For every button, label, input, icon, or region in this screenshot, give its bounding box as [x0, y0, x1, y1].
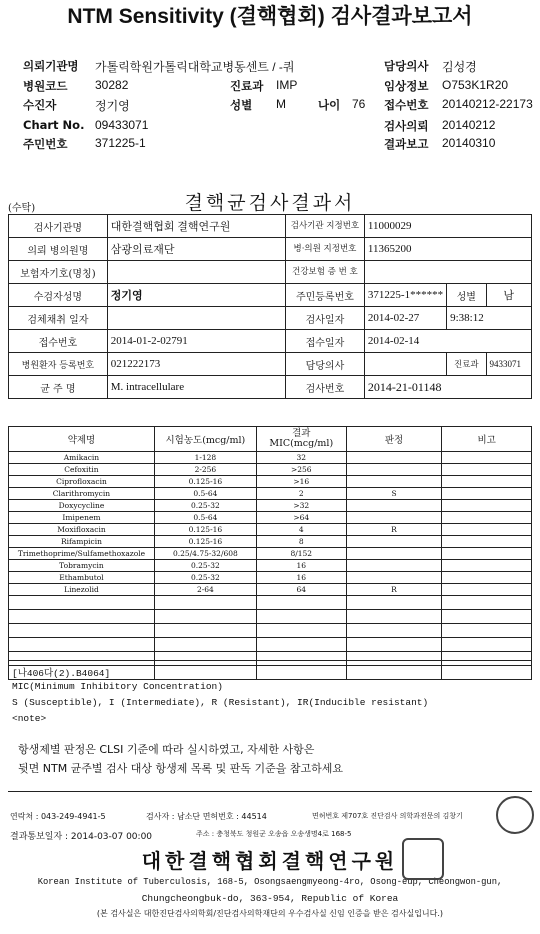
cell-mic: 64	[256, 584, 346, 596]
value-test-no: 2014-21-01148	[364, 376, 531, 399]
value-doctor-form	[364, 353, 446, 376]
cell-conc: 2-64	[154, 584, 256, 596]
footer-examiner: 검사자 : 남소단 면허번호 : 44514	[146, 812, 267, 821]
institute-seal	[402, 838, 444, 880]
footer-report-date: 결과통보일자 : 2014-03-07 00:00	[10, 832, 153, 842]
label-clinical-info: 임상정보	[384, 79, 429, 93]
table-row	[9, 584, 532, 596]
cell-drug: Linezolid	[9, 584, 155, 596]
cell-mic: 32	[256, 452, 346, 464]
value-registration-no: 021222173	[107, 353, 285, 376]
cell-conc: 0.25-32	[154, 500, 256, 512]
value-patient: 정기영	[95, 99, 130, 113]
cell-empty	[154, 610, 256, 624]
cell-judge	[346, 572, 442, 584]
cell-judge	[346, 548, 442, 560]
cell-judge	[346, 500, 442, 512]
value-clinical-info: O753K1R20	[442, 78, 509, 92]
cell-remark	[442, 572, 532, 584]
table-row	[9, 500, 532, 512]
cell-mic: >16	[256, 476, 346, 488]
cell-judge	[346, 452, 442, 464]
cell-judge	[346, 536, 442, 548]
label-age: 나이	[318, 98, 341, 112]
col-interpretation: 판정	[346, 427, 442, 452]
value-doctor: 김성경	[442, 60, 477, 74]
col-mic: 결과 MIC(mcg/ml)	[256, 427, 346, 452]
cell-empty	[256, 610, 346, 624]
footer-contact: 연락처 : 043-249-4941-5	[10, 812, 106, 821]
label-rrn: 주민번호	[23, 137, 68, 151]
cell-empty	[256, 638, 346, 652]
cell-mic: 2	[256, 488, 346, 500]
value-requesting-agency: 가톨릭학원가톨릭대학교병동센트 / -쿼	[95, 60, 295, 74]
cell-drug: Moxifloxacin	[9, 524, 155, 536]
cell-remark	[442, 512, 532, 524]
cell-empty	[346, 638, 442, 652]
cell-remark	[442, 500, 532, 512]
value-test-agency: 대한결핵협회 결핵연구원	[107, 215, 285, 238]
value-test-time: 9:38:12	[447, 307, 532, 330]
value-test-date: 2014-02-27	[364, 307, 446, 330]
cell-drug: Trimethoprime/Sulfamethoxazole	[9, 548, 155, 560]
label-agency-no: 검사기관 지정번호	[285, 215, 364, 238]
cell-remark	[442, 476, 532, 488]
note-line-1: 항생제별 판정은 CLSI 기준에 따라 실시하였고, 자세한 사항은	[18, 743, 315, 756]
cell-judge: R	[346, 524, 442, 536]
label-receipt-no: 접수번호	[384, 98, 429, 112]
cell-drug: Doxycycline	[9, 500, 155, 512]
cell-judge	[346, 560, 442, 572]
cell-empty	[442, 610, 532, 624]
certification-note: (본 검사실은 대한진단검사의학회/진단검사의학재단의 우수검사실 신임 인증을 받은 검사실입니다.)	[96, 909, 444, 918]
cell-judge	[346, 512, 442, 524]
table-row-blank	[9, 610, 532, 624]
cell-empty	[256, 596, 346, 610]
cell-remark	[442, 464, 532, 476]
col-remark: 비고	[442, 427, 532, 452]
note-tag: <note>	[12, 713, 47, 724]
cell-empty	[9, 624, 155, 638]
consign-tag: (수탁)	[8, 203, 36, 214]
label-test-no: 검사번호	[285, 376, 364, 399]
cell-mic: >256	[256, 464, 346, 476]
label-hospital-code: 병원코드	[23, 79, 68, 93]
cell-drug: Rifampicin	[9, 536, 155, 548]
label-insurance-no: 건강보험 증 번 호	[285, 261, 364, 284]
value-receipt-date: 2014-02-14	[364, 330, 531, 353]
label-department: 진료과	[230, 79, 264, 93]
cell-conc: 0.25-32	[154, 572, 256, 584]
label-doctor: 담당의사	[384, 59, 429, 73]
table-row-blank	[9, 624, 532, 638]
cell-judge	[346, 476, 442, 488]
cell-drug: Ethambutol	[9, 572, 155, 584]
institute-address-line-2: Chungcheongbuk-do, 363-954, Republic of Korea	[141, 893, 399, 904]
note-legend: S (Susceptible), I (Intermediate), R (Resistant), IR(Inducible resistant)	[12, 697, 429, 708]
cell-empty	[442, 596, 532, 610]
cell-drug: Tobramycin	[9, 560, 155, 572]
cell-empty	[442, 624, 532, 638]
cell-remark	[442, 524, 532, 536]
institute-address-line-1: Korean Institute of Tuberculosis, 168-5, Osongsaengmyeong-4ro, Osong-eup, Cheongwon-gun,	[37, 877, 503, 887]
cell-conc: 0.125-16	[154, 536, 256, 548]
label-request-date: 검사의뢰	[384, 119, 429, 133]
table-row	[9, 452, 532, 464]
label-rrn-form: 주민등록번호	[285, 284, 364, 307]
col-concentration: 시험농도(mcg/ml)	[154, 427, 256, 452]
cell-remark	[442, 548, 532, 560]
value-collection-date	[107, 307, 285, 330]
cell-empty	[154, 596, 256, 610]
cell-judge: R	[346, 584, 442, 596]
label-doctor-form: 담당의사	[285, 353, 364, 376]
label-sex: 성별	[230, 98, 253, 112]
cell-conc: 0.5-64	[154, 512, 256, 524]
value-rrn-form: 371225-1******	[364, 284, 446, 307]
value-hospital-code: 30282	[95, 78, 129, 92]
cell-remark	[442, 488, 532, 500]
note-mic-definition: MIC(Minimum Inhibitory Concentration)	[12, 681, 223, 692]
cell-mic: 4	[256, 524, 346, 536]
table-row	[9, 464, 532, 476]
note-line-2: 뒷면 NTM 균주별 검사 대상 항생제 목록 및 판독 기준을 참고하세요	[18, 762, 344, 775]
cell-mic: 8	[256, 536, 346, 548]
value-report-date: 20140310	[442, 136, 496, 150]
cell-conc: 2-256	[154, 464, 256, 476]
value-chart-no: 09433071	[95, 118, 149, 132]
cell-remark	[442, 536, 532, 548]
value-insurer	[107, 261, 285, 284]
label-strain: 균 주 명	[9, 376, 108, 399]
cell-empty	[9, 596, 155, 610]
label-report-date: 결과보고	[384, 137, 429, 151]
label-receipt-no-form: 접수번호	[9, 330, 108, 353]
table-row-blank	[9, 596, 532, 610]
value-agency-no: 11000029	[364, 215, 531, 238]
value-rrn: 371225-1	[95, 136, 146, 150]
col-drug: 약제명	[9, 427, 155, 452]
cell-empty	[442, 638, 532, 652]
cell-conc: 0.125-16	[154, 524, 256, 536]
seal-stamp	[496, 796, 534, 834]
report-title: NTM Sensitivity (결핵협회) 검사결과보고서	[67, 5, 473, 28]
cell-drug: Cefoxitin	[9, 464, 155, 476]
cell-empty	[346, 596, 442, 610]
value-insurance-no	[364, 261, 531, 284]
cell-conc: 0.25/4.75-32/608	[154, 548, 256, 560]
cell-mic: >32	[256, 500, 346, 512]
cell-empty	[346, 610, 442, 624]
label-insurer: 보험자기호(명칭)	[9, 261, 108, 284]
cell-judge	[346, 464, 442, 476]
label-patient: 수진자	[23, 98, 57, 112]
cell-empty	[9, 638, 155, 652]
cell-empty	[256, 624, 346, 638]
note-code: [나406다(2).B4064]	[12, 668, 111, 679]
value-receipt-no-form: 2014-01-2-02791	[107, 330, 285, 353]
footer-pathologist: 면허번호 제707호 진단검사 의학과전문의 김창기	[312, 812, 463, 820]
table-row	[9, 512, 532, 524]
institute-name: 대한결핵협회결핵연구원	[141, 849, 399, 873]
cell-judge: S	[346, 488, 442, 500]
label-requesting-hospital: 의뢰 병의원명	[9, 238, 108, 261]
cell-mic: 16	[256, 560, 346, 572]
info-table	[8, 214, 532, 399]
cell-drug: Imipenem	[9, 512, 155, 524]
value-age: 76	[352, 97, 366, 111]
cell-mic: >64	[256, 512, 346, 524]
cell-mic: 16	[256, 572, 346, 584]
cell-remark	[442, 452, 532, 464]
cell-conc: 0.5-64	[154, 488, 256, 500]
table-row	[9, 524, 532, 536]
value-dept-form: 9433071	[486, 353, 532, 376]
table-row	[9, 476, 532, 488]
table-row	[9, 536, 532, 548]
label-hospital-no: 병·의원 지정번호	[285, 238, 364, 261]
footer-address: 주소 : 충청북도 청원군 오송읍 오송생명4로 168-5	[196, 830, 352, 838]
value-strain: M. intracellulare	[107, 376, 285, 399]
label-test-agency: 검사기관명	[9, 215, 108, 238]
cell-conc: 0.125-16	[154, 476, 256, 488]
cell-empty	[154, 624, 256, 638]
cell-empty	[9, 610, 155, 624]
notes-section	[8, 660, 532, 792]
label-chart-no: Chart No.	[23, 118, 85, 132]
cell-conc: 0.25-32	[154, 560, 256, 572]
susceptibility-table	[8, 426, 532, 680]
value-department: IMP	[276, 78, 298, 92]
label-sex-form: 성별	[447, 284, 486, 307]
value-sex-form: 남	[486, 284, 532, 307]
value-hospital-no: 11365200	[364, 238, 531, 261]
label-registration-no: 병원환자 등록번호	[9, 353, 108, 376]
label-examinee: 수검자성명	[9, 284, 108, 307]
value-requesting-hospital: 삼광의료재단	[107, 238, 285, 261]
label-requesting-agency: 의뢰기관명	[23, 59, 79, 73]
label-receipt-date: 접수일자	[285, 330, 364, 353]
value-examinee: 정기영	[107, 284, 285, 307]
cell-mic: 8/152	[256, 548, 346, 560]
label-dept-form: 진료과	[447, 353, 486, 376]
cell-drug: Clarithromycin	[9, 488, 155, 500]
cell-empty	[154, 638, 256, 652]
table-row	[9, 488, 532, 500]
table-row	[9, 548, 532, 560]
label-collection-date: 검체채취 일자	[9, 307, 108, 330]
cell-drug: Amikacin	[9, 452, 155, 464]
cell-remark	[442, 560, 532, 572]
cell-conc: 1-128	[154, 452, 256, 464]
table-row	[9, 572, 532, 584]
cell-drug: Ciprofloxacin	[9, 476, 155, 488]
table-row-blank	[9, 638, 532, 652]
table-row	[9, 560, 532, 572]
value-sex: M	[276, 97, 286, 111]
form-title: 결핵균검사결과서	[184, 192, 356, 214]
cell-empty	[346, 624, 442, 638]
cell-remark	[442, 584, 532, 596]
value-request-date: 20140212	[442, 118, 496, 132]
label-test-date: 검사일자	[285, 307, 364, 330]
value-receipt-no: 20140212-22173	[442, 97, 533, 111]
